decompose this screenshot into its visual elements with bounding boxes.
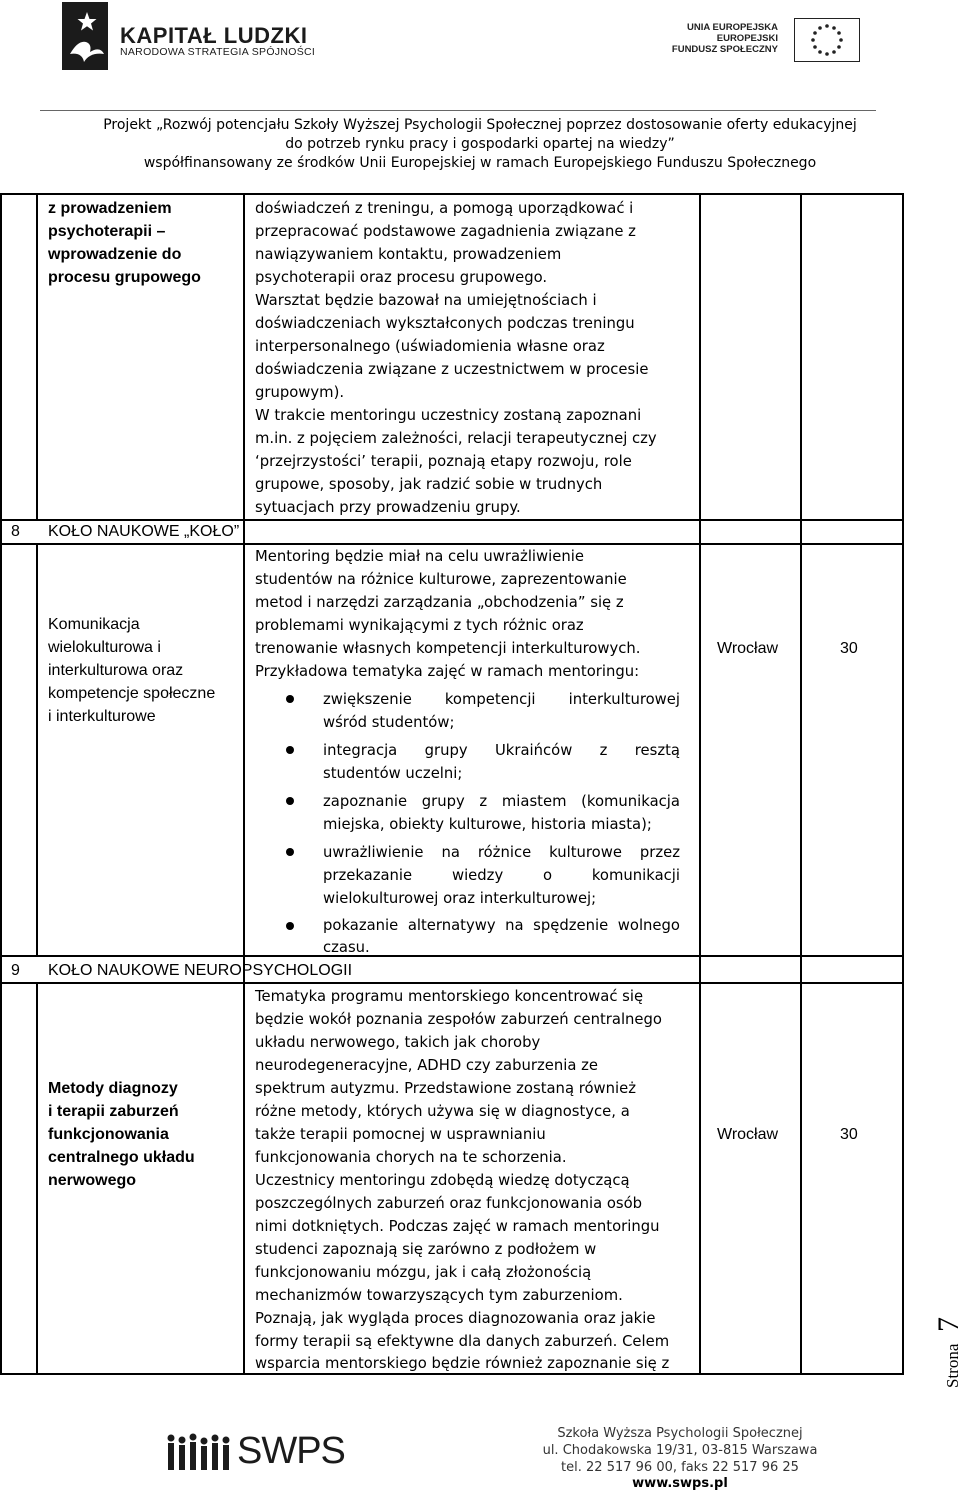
r8-bullet-2-line-2: studentów uczelni;: [323, 765, 463, 782]
col-line-2: [243, 193, 245, 1375]
r7-desc-14: sytuacjach przy prowadzeniu grupy.: [255, 499, 521, 516]
col-line-1a: [36, 193, 38, 520]
r7-desc-8: doświadczenia związane z uczestnictwem w procesie: [255, 361, 649, 378]
project-line-1: Projekt „Rozwój potencjału Szkoły Wyższej Psychologii Społecznej poprzez dostosowanie oferty edukacyjnej: [103, 117, 857, 133]
r7-desc-7: interpersonalnego (uświadomienia własne oraz: [255, 338, 605, 355]
swps-people-icon: [165, 1432, 235, 1472]
bullet-icon: [286, 695, 294, 703]
r9-desc-12: studenci zapoznają się zarówno z podłożem w: [255, 1241, 597, 1258]
footer-line-2: ul. Chodakowska 19/31, 03-815 Warszawa: [542, 1443, 818, 1458]
r9-desc-3: układu nerwowego, takich jak choroby: [255, 1034, 541, 1051]
r7-desc-11: m.in. z pojęciem zależności, relacji terapeutycznej czy: [255, 430, 657, 447]
col-line-4: [800, 193, 802, 1375]
footer-website-link[interactable]: www.swps.pl: [632, 1476, 728, 1491]
kl-title: KAPITAŁ LUDZKI: [120, 23, 308, 48]
header-divider: [40, 110, 876, 111]
r7-desc-9: grupowym).: [255, 384, 345, 401]
r9-desc-10: poszczególnych zaburzeń oraz funkcjonowania osób: [255, 1195, 643, 1212]
r9-title-2: i terapii zaburzeń: [48, 1103, 179, 1120]
eu-line-2: EUROPEJSKI: [716, 33, 778, 44]
page-number: [910, 1310, 970, 1370]
r8-desc-5: trenowanie własnych kompetencji interkulturowych.: [255, 640, 641, 657]
r9-number: 9: [11, 962, 20, 979]
bullet-icon: [286, 922, 294, 930]
r7-title-1: z prowadzeniem: [48, 200, 172, 217]
r9-title-1: Metody diagnozy: [48, 1080, 178, 1097]
col-line-3: [699, 193, 701, 1375]
r9-desc-4: neurodegeneracyjne, ADHD czy zaburzenia ze: [255, 1057, 598, 1074]
col-line-1c: [36, 983, 38, 1375]
r8-desc-6: Przykładowa tematyka zajęć w ramach mentoringu:: [255, 663, 640, 680]
r7-title-2: psychoterapii –: [48, 223, 166, 240]
r9-title-3: funkcjonowania: [48, 1126, 169, 1143]
r7-desc-13: grupowe, sposoby, jak radzić sobie w trudnych: [255, 476, 603, 493]
r8-count: 30: [840, 640, 858, 657]
eu-flag-icon: [794, 18, 860, 62]
kapital-ludzki-emblem-icon: [62, 2, 108, 70]
eu-logo-text: [672, 22, 778, 55]
r8-bullet-4-line-3: wielokulturowej oraz interkulturowej;: [323, 890, 597, 907]
row-line-d: [0, 982, 904, 984]
swps-logo-text: SWPS: [237, 1430, 345, 1472]
r9-desc-16: formy terapii są efektywne dla danych zaburzeń. Celem: [255, 1333, 670, 1350]
r9-desc-14: mechanizmów towarzyszących tym zaburzeniom.: [255, 1287, 623, 1304]
r8-bullet-5-line-1: pokazanie alternatywy na spędzenie wolnego: [323, 917, 680, 934]
r7-desc-4: psychoterapii oraz procesu grupowego.: [255, 269, 548, 286]
r7-desc-6: doświadczeniach wykształconych podczas treningu: [255, 315, 635, 332]
r8-title-1: Komunikacja: [48, 616, 140, 633]
r8-bullet-4-line-1: uwrażliwienie na różnice kulturowe przez: [323, 844, 680, 861]
footer-line-3: tel. 22 517 96 00, faks 22 517 96 25: [561, 1460, 799, 1475]
r8-title-2: wielokulturowa i: [48, 639, 161, 656]
r9-desc-7: także terapii pomocnej w usprawnianiu: [255, 1126, 546, 1143]
r8-bullet-4-line-2: przekazanie wiedzy o komunikacji: [323, 867, 680, 884]
r7-desc-12: ‘przejrzystości’ terapii, poznają etapy rozwoju, role: [255, 453, 632, 470]
eu-logo: [671, 18, 860, 78]
r7-title-3: wprowadzenie do: [48, 246, 182, 263]
r8-title-3: interkulturowa oraz: [48, 662, 184, 679]
r9-count: 30: [840, 1126, 858, 1143]
r9-desc-11: nimi dotkniętych. Podczas zajęć w ramach mentoringu: [255, 1218, 660, 1235]
r9-desc-1: Tematyka programu mentorskiego koncentrować się: [255, 988, 644, 1005]
bullet-icon: [286, 848, 294, 856]
r8-city: Wrocław: [717, 640, 779, 657]
r7-desc-5: Warsztat będzie bazował na umiejętnościach i: [255, 292, 597, 309]
r8-desc-3: metod i narzędzi zarządzania „obchodzenia” się z: [255, 594, 624, 611]
r7-desc-2: przepracować podstawowe zagadnienia związane z: [255, 223, 636, 240]
r9-city: Wrocław: [717, 1126, 779, 1143]
r8-bullet-1-line-1: zwiększenie kompetencji interkulturowej: [323, 691, 680, 708]
r9-title-5: nerwowego: [48, 1172, 137, 1189]
r9-title-4: centralnego układu: [48, 1149, 195, 1166]
r9-desc-13: funkcjonowaniu mózgu, jak i całą złożonością: [255, 1264, 592, 1281]
r7-desc-1: doświadczeń z treningu, a pomogą uporządkować i: [255, 200, 634, 217]
r9-desc-8: funkcjonowania chorych na te schorzenia.: [255, 1149, 567, 1166]
project-line-3: współfinansowany ze środków Unii Europejskiej w ramach Europejskiego Funduszu Społecznego: [143, 155, 817, 171]
page-label: Strona: [943, 1343, 962, 1388]
r8-bullet-3-line-1: zapoznanie grupy z miastem (komunikacja: [323, 793, 680, 810]
row-line-c: [0, 955, 904, 957]
r9-desc-5: spektrum autyzmu. Przedstawione zostaną również: [255, 1080, 636, 1097]
r8-bullet-5-line-2: czasu.: [323, 939, 370, 956]
footer-line-1: Szkoła Wyższa Psychologii Społecznej: [557, 1426, 803, 1441]
r9-desc-15: Poznają, jak wygląda proces diagnozowania oraz jakie: [255, 1310, 656, 1327]
r9-desc-9: Uczestnicy mentoringu zdobędą wiedzę dotyczącą: [255, 1172, 630, 1189]
r8-heading: KOŁO NAUKOWE „KOŁO”: [48, 523, 240, 540]
r8-title-4: kompetencje społeczne: [48, 685, 216, 702]
r9-desc-6: różne metody, których używa się w diagnostyce, a: [255, 1103, 630, 1120]
r7-desc-3: nawiązywaniem kontaktu, prowadzeniem: [255, 246, 562, 263]
r8-desc-2: studentów na różnice kulturowe, zaprezentowanie: [255, 571, 627, 588]
r8-title-5: i interkulturowe: [48, 708, 156, 725]
r8-bullet-3-line-2: miejska, obiekty kulturowe, historia miasta);: [323, 816, 652, 833]
kapital-ludzki-logo: [62, 2, 322, 72]
r7-title-4: procesu grupowego: [48, 269, 201, 286]
eu-line-3: FUNDUSZ SPOŁECZNY: [671, 44, 778, 55]
eu-line-1: UNIA EUROPEJSKA: [687, 22, 778, 33]
page-number-value: 7: [932, 1317, 965, 1332]
kl-subtitle: NARODOWA STRATEGIA SPÓJNOŚCI: [120, 46, 316, 58]
r9-heading: KOŁO NAUKOWE NEUROPSYCHOLOGII: [48, 962, 353, 979]
r8-bullet-2-line-1: integracja grupy Ukraińców z resztą: [323, 742, 680, 759]
r8-number: 8: [11, 523, 20, 540]
r9-desc-17: wsparcia mentorskiego będzie również zapoznanie się z: [255, 1355, 670, 1372]
r8-desc-4: problemami wynikającymi z tych różnic oraz: [255, 617, 584, 634]
r9-desc-2: będzie wokół poznania zespołów zaburzeń centralnego: [255, 1011, 662, 1028]
bullet-icon: [286, 746, 294, 754]
swps-logo: [165, 1430, 345, 1474]
bullet-icon: [286, 797, 294, 805]
r8-desc-1: Mentoring będzie miał na celu uwrażliwienie: [255, 548, 584, 565]
project-line-2: do potrzeb rynku pracy i gospodarki opartej na wiedzy”: [285, 136, 675, 152]
col-line-1b: [36, 544, 38, 956]
r8-bullet-1-line-2: wśród studentów;: [323, 714, 455, 731]
r7-desc-10: W trakcie mentoringu uczestnicy zostaną zapoznani: [255, 407, 642, 424]
